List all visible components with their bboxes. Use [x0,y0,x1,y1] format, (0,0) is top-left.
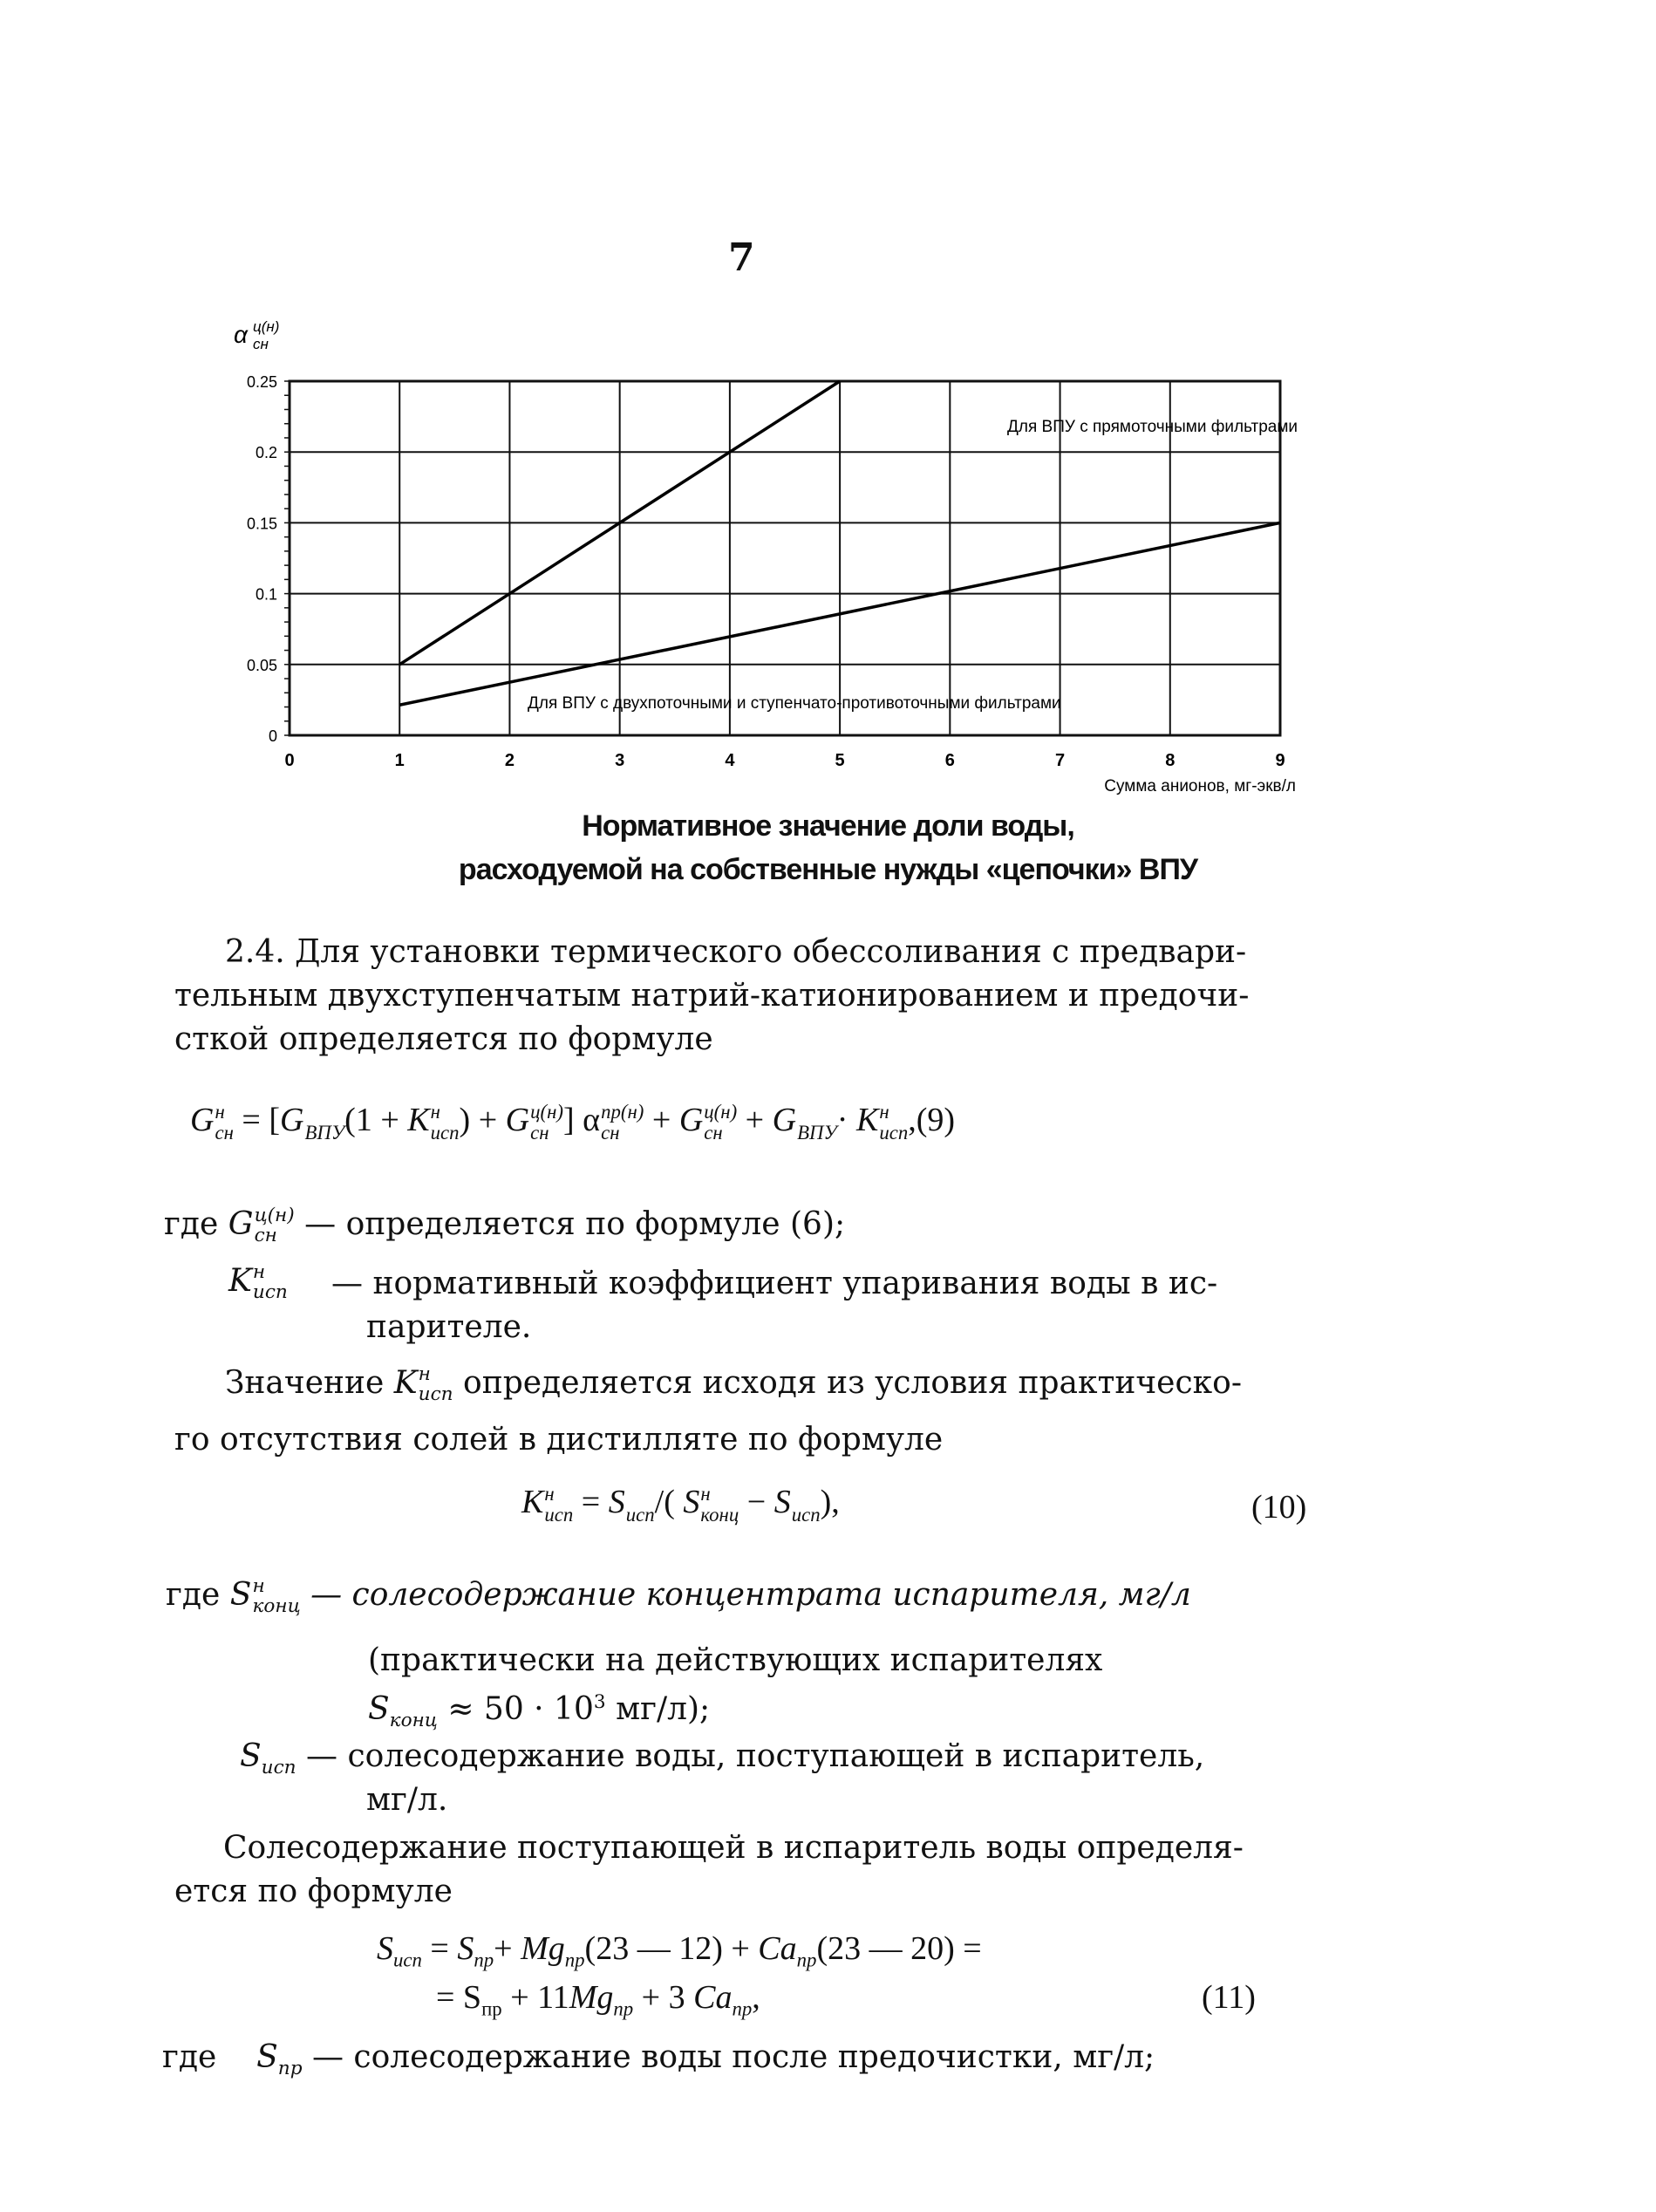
definition-s-isp: $S_{исп}$ — солесодержание воды, поступающей в испаритель, [240,1738,1205,1779]
paragraph-value-line-2: го отсутствия солей в дистилляте по формуле [174,1422,944,1458]
definition-s-konc: где S н конц — солесодержание концентрата испарителя, мг/л [166,1575,1191,1617]
y-axis-label-sub: сн [253,336,269,352]
paragraph-salt-line-1: Солесодержание поступающей в испаритель воды определя- [223,1830,1244,1866]
x-tick-label-8: 8 [1165,751,1176,770]
definition-k-line-1: — нормативный коэффициент упаривания воды в ис- [331,1266,1218,1301]
x-tick-label-9: 9 [1275,751,1285,770]
page-number: 7 [728,236,755,280]
definition-s-konc-line-3: $S_{конц} \approx 50 \cdot 10^3$ мг/л); [368,1691,711,1732]
definition-s-konc-line-2: (практически на действующих испарителях [368,1642,1103,1678]
y-tick-label-0.2: 0.2 [255,444,277,462]
x-axis-label: Сумма анионов, мг-экв/л [1104,777,1296,795]
figure-caption-line-2: расходуемой на собственные нужды «цепочки» ВПУ [458,853,1198,886]
x-tick-label-5: 5 [835,751,845,770]
chart [0,0,1656,837]
series-label-two-flow: Для ВПУ с двухпоточными и ступенчато-противоточными фильтрами [528,694,1061,713]
paragraph-2-4-line-3: сткой определяется по формуле [174,1021,713,1057]
y-axis-label-base: α [234,321,248,348]
paragraph-2-4-line-1: 2.4. Для установки термического обессоливания с предвари- [225,934,1247,970]
paragraph-2-4-line-2: тельным двухступенчатым натрий-катионированием и предочи- [174,978,1250,1014]
definition-k-symbol: K н исп [228,1261,288,1303]
formula-10: K н исп = S исп /( S н конц − S исп ), [521,1483,840,1526]
series-label-direct-flow: Для ВПУ с прямоточными фильтрами [1007,418,1298,436]
y-tick-label-0.05: 0.05 [246,656,277,674]
definition-s-isp-line-2: мг/л. [366,1782,448,1818]
y-axis-label-sup: ц(н) [253,318,280,335]
y-tick-label-0.25: 0.25 [246,373,277,391]
x-tick-label-0: 0 [284,751,295,770]
figure-caption-line-1: Нормативное значение доли воды, [582,809,1074,843]
paragraph-salt-line-2: ется по формуле [174,1874,453,1909]
x-tick-label-6: 6 [944,751,955,770]
definition-s-pr: где $S_{пр}$ — солесодержание воды после предочистки, мг/л; [162,2039,1155,2080]
formula-11-line-1: $S_{исп} = S_{пр}+ Mg_{пр}(23$ — $12) + Ca_{пр}(23$ — 20) = [377,1930,982,1971]
y-axis-label [234,318,279,352]
x-tick-label-1: 1 [394,751,405,770]
paragraph-value-line-1: Значение K н исп определяется исходя из условия практическо- [225,1363,1242,1405]
y-tick-label-0: 0 [268,727,277,745]
formula-10-number: (10) [1251,1489,1307,1526]
x-tick-label-4: 4 [725,751,735,770]
y-tick-label-0.1: 0.1 [255,585,277,604]
formula-11-line-2: = $S_{пр} + 11Mg_{пр} + 3$ $Ca_{пр}$, [436,1979,760,2020]
definition-k-line-2: парителе. [366,1309,532,1345]
x-tick-label-2: 2 [504,751,515,770]
formula-9: G н сн = [G ВПУ (1 + K н исп ) + G ц(н) сн ] α пр(н) сн + G ц(н) сн + G ВПУ · K н исп ,(9) [190,1101,956,1144]
x-tick-label-3: 3 [615,751,625,770]
definition-g: где G ц(н) сн — определяется по формуле (6); [164,1205,846,1246]
y-tick-label-0.15: 0.15 [246,515,277,533]
formula-11-number: (11) [1202,1979,1256,2016]
x-tick-label-7: 7 [1054,751,1066,770]
